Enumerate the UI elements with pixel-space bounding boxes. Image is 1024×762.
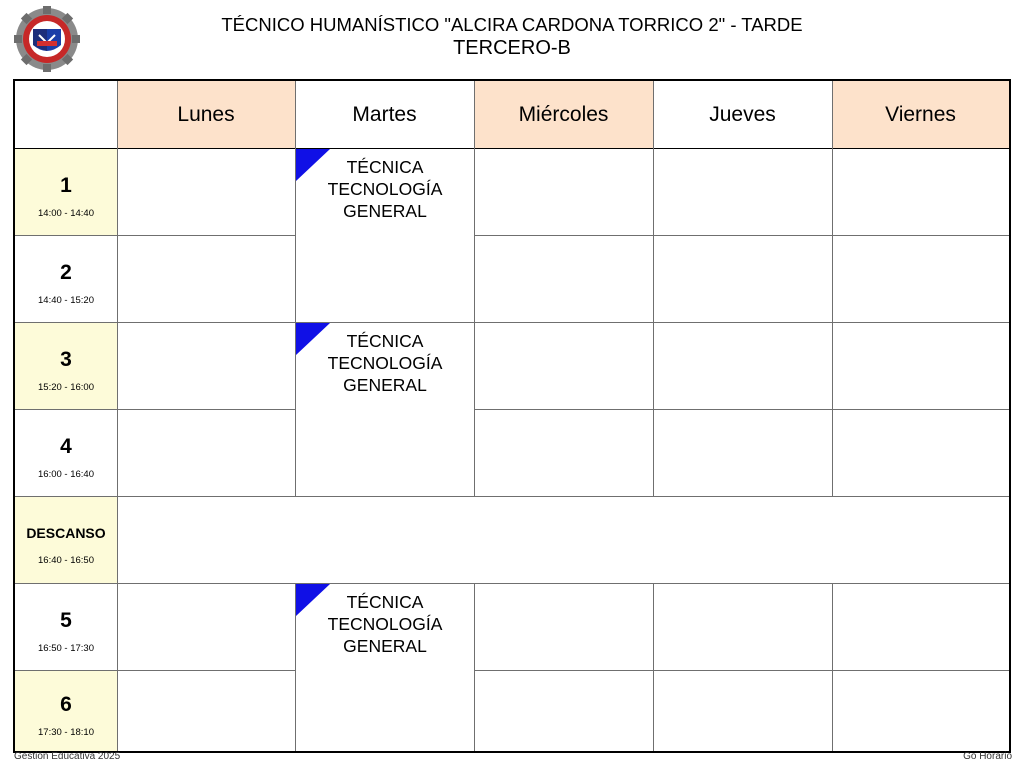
day-header-jueves [653, 81, 832, 148]
day-header-viernes [832, 81, 1009, 148]
period-time: 16:50 - 17:30 [38, 642, 94, 654]
row-divider [474, 670, 1009, 671]
period-1 [15, 149, 117, 235]
column-divider [653, 583, 654, 751]
class-block[interactable] [296, 323, 474, 496]
period-time: 15:20 - 16:00 [38, 381, 94, 393]
subject-line: TÉCNICA [346, 592, 424, 612]
schedule-grid [13, 79, 1011, 753]
row-divider [15, 670, 295, 671]
period-5 [15, 584, 117, 670]
class-subject [296, 156, 474, 222]
day-label: Lunes [177, 102, 235, 126]
period-3 [15, 323, 117, 409]
class-block[interactable] [296, 149, 474, 322]
period-6 [15, 671, 117, 751]
period-number: 1 [60, 173, 72, 197]
period-number: 6 [60, 692, 72, 716]
period-time: 14:40 - 15:20 [38, 294, 94, 306]
period-break [15, 497, 117, 583]
subject-line: TECNOLOGÍA [327, 179, 443, 199]
period-number: 5 [60, 608, 72, 632]
column-divider [832, 81, 833, 496]
corner-cell [15, 81, 117, 148]
period-number: 4 [60, 434, 72, 458]
day-label: Martes [352, 102, 417, 126]
column-divider [117, 81, 118, 751]
column-divider [474, 81, 475, 496]
row-divider [15, 235, 295, 236]
row-divider [474, 235, 1009, 236]
day-label: Miércoles [518, 102, 609, 126]
period-time: 16:40 - 16:50 [38, 554, 94, 566]
day-header-martes [295, 81, 474, 148]
row-divider [15, 583, 1009, 584]
period-4 [15, 410, 117, 496]
row-divider [15, 496, 1009, 497]
subject-line: TÉCNICA [346, 331, 424, 351]
class-subject [296, 330, 474, 396]
period-time: 17:30 - 18:10 [38, 726, 94, 738]
page-header [0, 0, 1024, 80]
subject-line: TECNOLOGÍA [327, 353, 443, 373]
subject-line: GENERAL [343, 201, 427, 221]
subject-line: TECNOLOGÍA [327, 614, 443, 634]
day-label: Jueves [709, 102, 776, 126]
day-header-lunes [117, 81, 295, 148]
footer-right: Go Horario [963, 751, 1012, 762]
column-divider [474, 583, 475, 751]
period-number: 2 [60, 260, 72, 284]
school-title: TÉCNICO HUMANÍSTICO "ALCIRA CARDONA TORRICO 2" - TARDE [221, 14, 803, 35]
day-header-miercoles [474, 81, 653, 148]
period-number: 3 [60, 347, 72, 371]
period-time: 16:00 - 16:40 [38, 468, 94, 480]
column-divider [832, 583, 833, 751]
subject-line: GENERAL [343, 375, 427, 395]
period-time: 14:00 - 14:40 [38, 207, 94, 219]
subject-line: GENERAL [343, 636, 427, 656]
day-label: Viernes [885, 102, 956, 126]
column-divider [653, 81, 654, 496]
row-divider [15, 148, 1009, 149]
break-label: DESCANSO [26, 524, 106, 541]
footer-left: Gestión Educativa 2025 [14, 751, 121, 762]
row-divider [474, 409, 1009, 410]
row-divider [15, 322, 1009, 323]
class-subject [296, 591, 474, 657]
class-block[interactable] [296, 584, 474, 751]
subject-line: TÉCNICA [346, 157, 424, 177]
group-title: TERCERO-B [453, 37, 571, 59]
period-2 [15, 236, 117, 322]
row-divider [15, 409, 295, 410]
